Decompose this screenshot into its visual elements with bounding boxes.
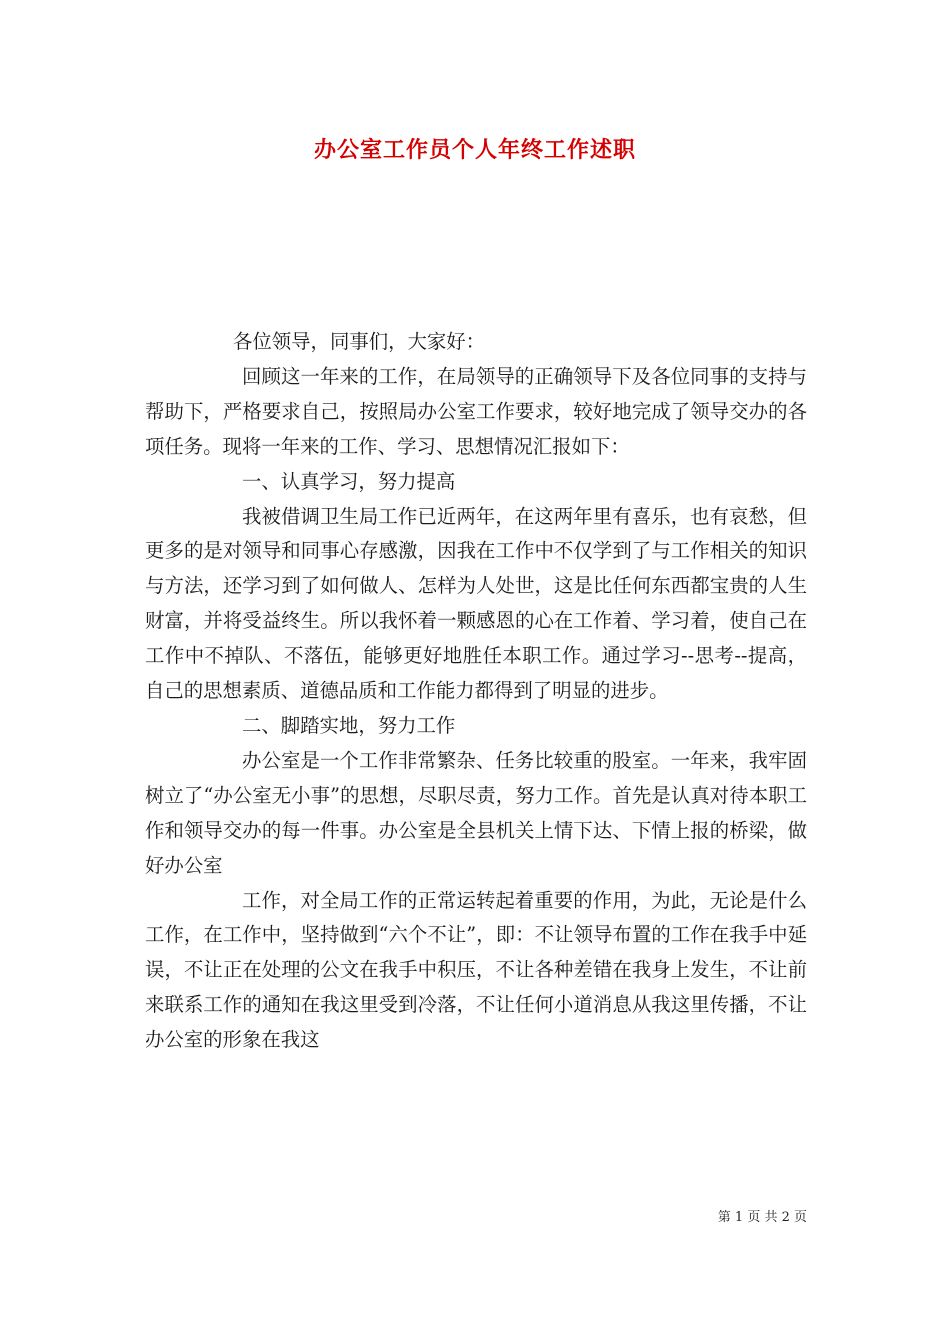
section-heading-2: 二、脚踏实地，努力工作 — [242, 713, 456, 737]
paragraph-study: 我被借调卫生局工作已近两年，在这两年里有喜乐，也有哀愁，但更多的是对领导和同事心存感激，因我在工作中不仅学到了与工作相关的知识与方法，还学习到了如何做人、怎样为人处世，这是比任何东西都宝贵的人生财富，并将受益终生。所以我怀着一颗感恩的心在工作着、学习着，使自己在工作中不掉队、不落伍，能够更好地胜任本职工作。通过学习--思考--提高，自己的思想素质、道德品质和工作能力都得到了明显的进步。 — [145, 504, 807, 703]
salutation: 各位领导，同事们，大家好： — [233, 330, 486, 353]
section-heading-1: 一、认真学习，努力提高 — [242, 469, 456, 493]
paragraph-six-rules: 工作，对全局工作的正常运转起着重要的作用，为此，无论是什么工作，在工作中，坚持做到“六个不让”，即：不让领导布置的工作在我手中延误，不让正在处理的公文在我手中积压，不让各种差错在我身上发生，不让前来联系工作的通知在我这里受到冷落，不让任何小道消息从我这里传播，不让办公室的形象在我这 — [145, 888, 807, 1052]
page-number-footer: 第 1 页 共 2 页 — [717, 1210, 807, 1225]
document-body — [145, 325, 807, 1058]
paragraph-office: 办公室是一个工作非常繁杂、任务比较重的股室。一年来，我牢固树立了“办公室无小事”的思想，尽职尽责，努力工作。首先是认真对待本职工作和领导交办的每一件事。办公室是全县机关上情下达、下情上报的桥梁，做好办公室 — [145, 748, 807, 877]
document-title: 办公室工作员个人年终工作述职 — [313, 137, 636, 163]
paragraph-intro: 回顾这一年来的工作，在局领导的正确领导下及各位同事的支持与帮助下，严格要求自己，按照局办公室工作要求，较好地完成了领导交办的各项任务。现将一年来的工作、学习、思想情况汇报如下： — [145, 364, 807, 458]
